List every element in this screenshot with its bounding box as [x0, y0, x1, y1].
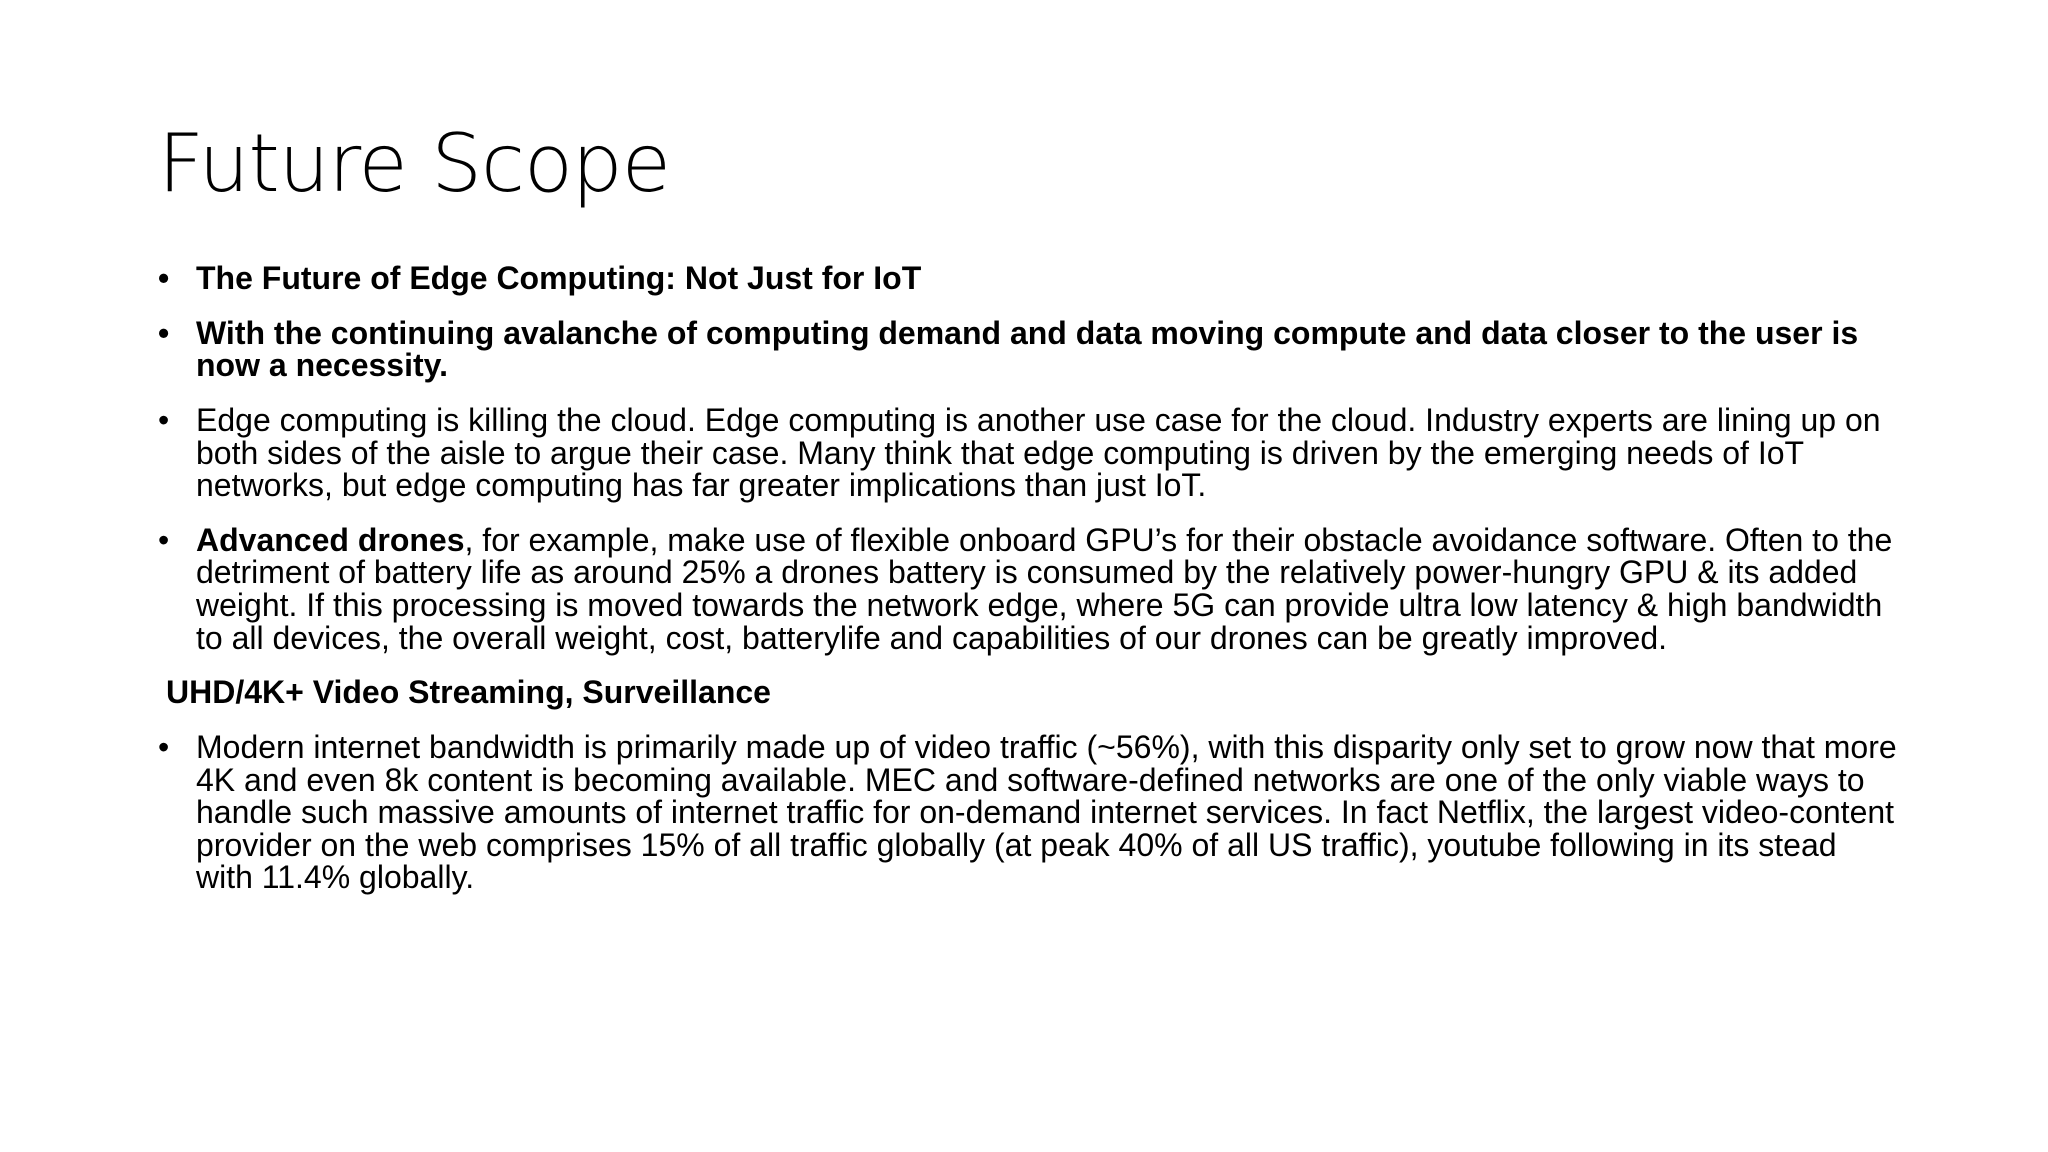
bullet-item-compute-demand [158, 314, 1898, 384]
bullet-text: Edge computing is killing the cloud. Edge computing is another use case for the cloud. Industry experts are lining up on both sides of the aisle to argue their case. Many think that edge computing is driven by the emerging needs of IoT networks, but edge computing has far greater implications than just IoT. [196, 401, 1881, 504]
slide-title: Future Scope [158, 117, 670, 210]
bullet-item-drones [158, 521, 1898, 656]
bullet-body-text: , for example, make use of flexible onboard GPU’s for their obstacle avoidance software. Often to the detriment of battery life as around 25% a drones battery is consumed by the relatively power-hungry GPU & its added weight. If this processing is moved towards the network edge, where 5G can provide ultra low latency & high bandwidth to all devices, the overall weight, cost, batterylife and capabilities of our drones can be greatly improved. [196, 521, 1893, 656]
bullet-icon: • [158, 314, 170, 351]
bullet-item-video-streaming [158, 728, 1898, 896]
bullet-icon: • [158, 521, 170, 558]
bullet-item-edge-future [158, 262, 1898, 295]
bullet-text [196, 522, 1892, 656]
slide-body [158, 262, 1898, 916]
bullet-item-edge-vs-cloud [158, 401, 1898, 504]
bullet-lead-text: Advanced drones [196, 521, 465, 558]
bullet-icon: • [158, 401, 170, 438]
bullet-text: With the continuing avalanche of computing demand and data moving compute and data closer to the user is now a necessity. [196, 314, 1859, 384]
bullet-icon: • [158, 260, 170, 296]
bullet-icon: • [158, 728, 170, 765]
section-subheading: UHD/4K+ Video Streaming, Surveillance [166, 674, 771, 711]
bullet-text: Modern internet bandwidth is primarily made up of video traffic (~56%), with this disparity only set to grow now that more 4K and even 8k content is becoming available. MEC and software-defined networks are one of the only viable ways to handle such massive amounts of internet traffic for on-demand internet services. In fact Netflix, the largest video-content provider on the web comprises 15% of all traffic globally (at peak 40% of all US traffic), youtube following in its stead with 11.4% globally. [196, 728, 1897, 896]
bullet-text: The Future of Edge Computing: Not Just for IoT [196, 260, 922, 296]
